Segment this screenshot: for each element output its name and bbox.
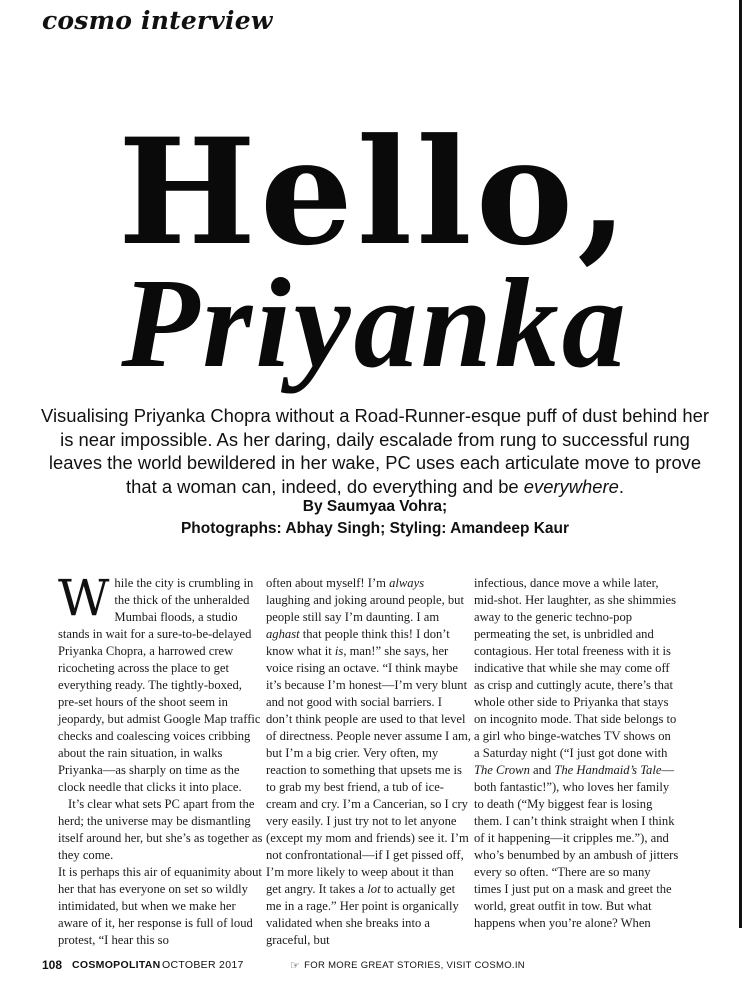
promo-text: FOR MORE GREAT STORIES, VISIT COSMO.IN [304, 960, 525, 971]
paragraph [58, 569, 263, 796]
emphasis: The Crown [474, 763, 530, 777]
emphasis: The Handmaid’s Tale [554, 763, 662, 777]
paragraph [266, 575, 471, 949]
body-column-2 [266, 575, 471, 949]
section-label: cosmo interview [42, 6, 273, 35]
standfirst-text: Visualising Priyanka Chopra without a Road-Runner-esque puff of dust behind her is near impossible. As her daring, daily escalade from rung to successful rung leaves the world bewildered in her wake, PC uses each articulate move to prove that a woman can, indeed, do everything and be [41, 405, 709, 497]
promo-link[interactable] [290, 959, 525, 972]
paragraph [474, 575, 679, 932]
page-number: 108 [42, 958, 63, 972]
byline [0, 496, 750, 540]
text-run: laughing and joking around people, but people still say I’m daunting. I am [266, 593, 464, 624]
paragraph-text: hile the city is crumbling in the thick of the unheralded Mumbai floods, a studio stands in wait for a sure-to-be-delayed Priyanka Chopra, a harrowed crew ricocheting across the place to get everything ready. The tightly-boxed, pre-set hours of the shoot seem in jeopardy, but admist Google Map traffic checks and coalescing voices cribbing about the rain situation, in walks Priyanka—as sharply on time as the clock needle that clicks it into place. [58, 576, 261, 794]
page-footer [0, 958, 750, 978]
drop-cap: W [58, 569, 110, 627]
pointing-hand-icon: ☞ [290, 960, 301, 972]
text-run: and [529, 763, 555, 777]
emphasis: always [389, 576, 425, 590]
text-run: infectious, dance move a while later, mid-shot. Her laughter, as she shimmies away to the generic techno-pop permeating the set, is unbridled and contagious. Her total freeness with it is indicative that while she may come off as crisp and cuttingly acute, there’s that whole other side to Priyanka that stays on incognito mode. That side belongs to a girl who binge-watches TV shows on a Saturday night (“I just got done with [474, 576, 677, 760]
body-column-3 [474, 575, 679, 932]
emphasis: aghast [266, 627, 300, 641]
emphasis: lot [367, 882, 381, 896]
standfirst-end: . [618, 475, 624, 497]
body-column-1 [58, 569, 263, 949]
text-run: often about myself! I’m [266, 576, 390, 590]
magazine-name: COSMOPOLITAN [72, 959, 161, 971]
byline-credits: Photographs: Abhay Singh; Styling: Amandeep Kaur [180, 520, 570, 537]
issue-date: OCTOBER 2017 [162, 959, 244, 971]
headline-hello: Hello, [118, 107, 632, 278]
text-run: , man!” she says, her voice rising an octave. “I think maybe it’s because I’m honest—I’m very blunt and not good with social barriers. I don’t think people are used to that level of directness. People never assume I am, but I’m a big crier. Very often, my reaction to something that upsets me is to grab my best friend, a tub of ice-cream and cry. I’m a Cancerian, so I cry very easily. I just try not to let anyone (except my mom and friends) see it. I’m not confrontational—if I get pissed off, I’m more likely to weep about it than get angry. It takes a [266, 644, 471, 896]
paragraph: It is perhaps this air of equanimity about her that has everyone on set so wildly intimidated, but when we make her aware of it, her response is full of loud protest, “I hear this so [58, 865, 262, 947]
headline-name: Priyanka [121, 252, 629, 394]
text-run: —both fantastic!”), who loves her family to death (“My biggest fear is losing them. I can’t think straight when I think of it happening—it cripples me.”), and who’s benumbed by an ambush of jitters every so often. “There are so many times I just put on a mask and greet the world, great outfit in tow. But what happens when you’re alone? When [474, 763, 679, 930]
standfirst [40, 404, 710, 498]
byline-author: By Saumyaa Vohra; [302, 498, 448, 515]
paragraph: It’s clear what sets PC apart from the herd; the universe may be dismantling itself around her, but she’s as together as they come. [58, 797, 263, 862]
standfirst-emphasis: everywhere [523, 475, 619, 497]
emphasis: is [334, 644, 344, 658]
text-run: to actually get me in a rage.” Her point is organically validated when she breaks into a graceful, but [266, 882, 459, 947]
text-run: that people think this! I don’t know what it [266, 627, 450, 658]
